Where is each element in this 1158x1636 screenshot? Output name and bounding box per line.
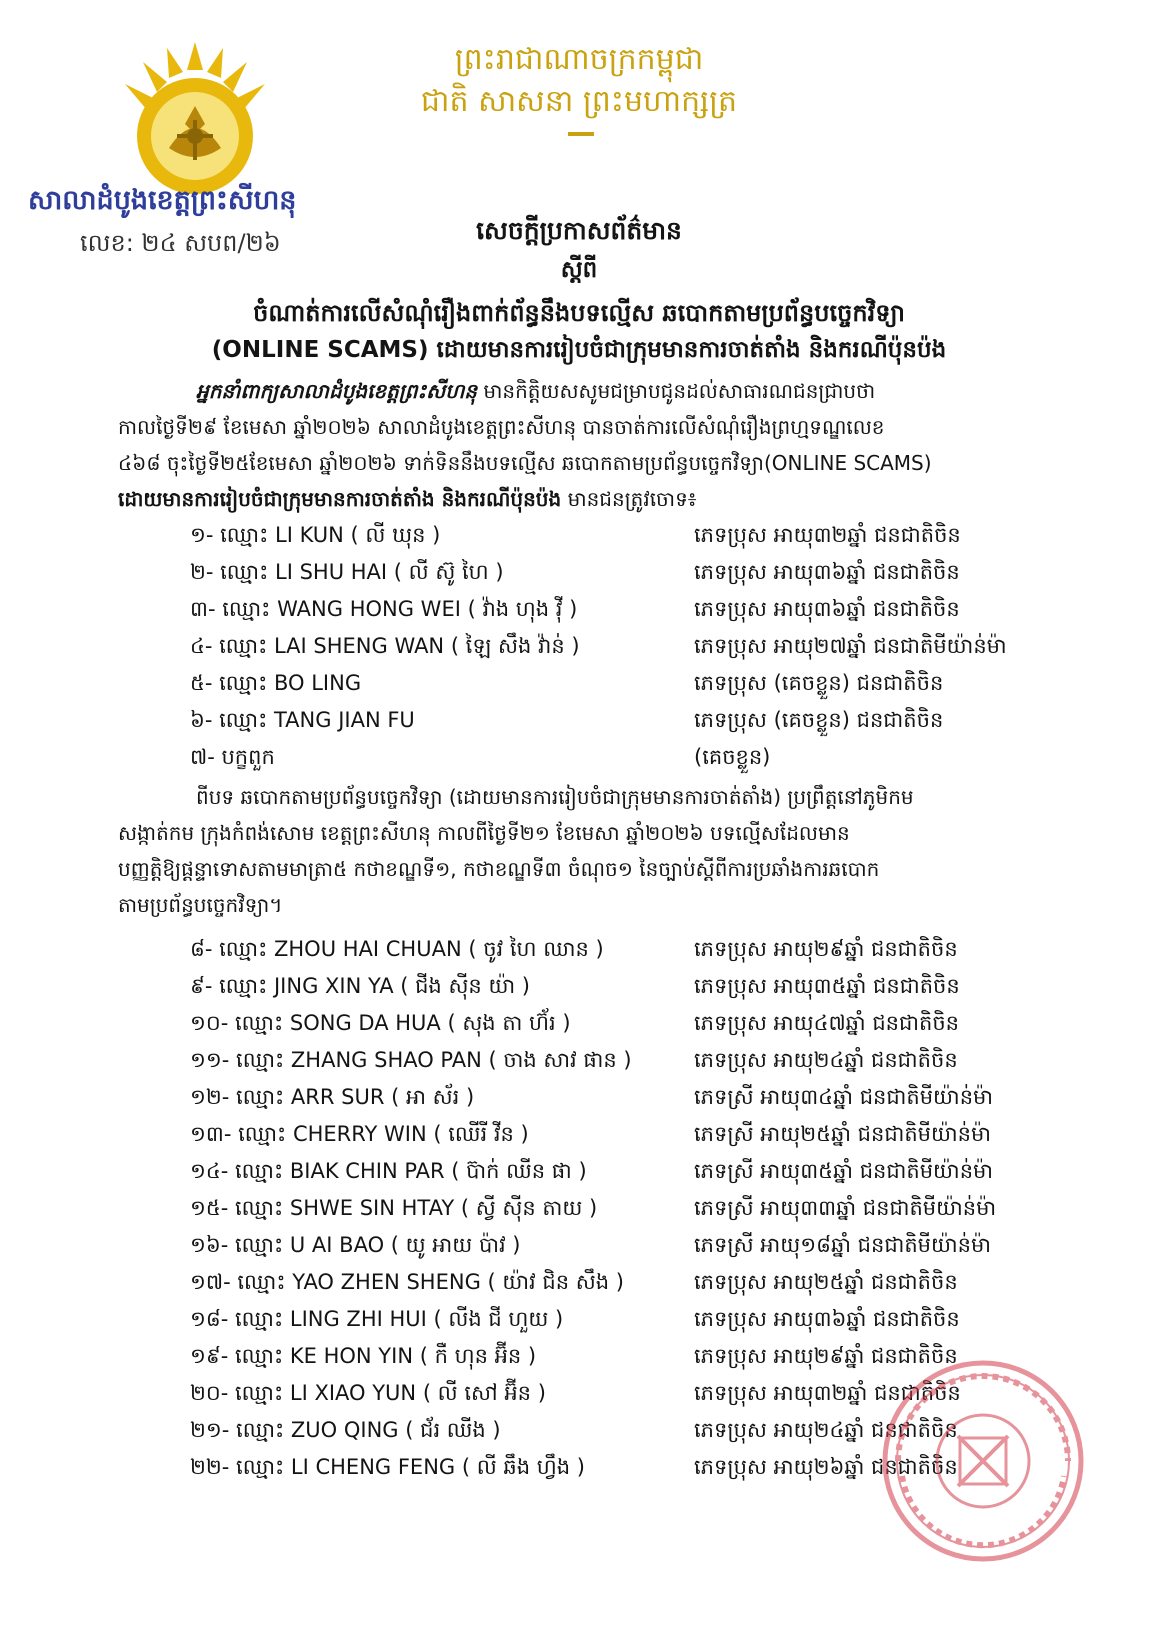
list-item — [190, 1232, 1060, 1262]
accused-name: ១៧- ឈ្មោះ YAO ZHEN SHENG ( យ៉ាវ ជិន សឹង ) — [190, 1270, 624, 1294]
accused-name: ២១- ឈ្មោះ ZUO QING ( ជ័រ ឈីង ) — [190, 1418, 501, 1442]
accused-details: ភេទស្រី អាយុ២៥ឆ្នាំ ជនជាតិមីយ៉ាន់ម៉ា — [694, 1122, 991, 1146]
list-item — [190, 1269, 1060, 1299]
accused-details: ភេទប្រុស អាយុ២៤ឆ្នាំ ជនជាតិចិន — [694, 1418, 958, 1442]
document-about: ស្ដីពី — [560, 257, 598, 283]
reference-number: លេខ: ២៤ សបព/២៦ — [80, 229, 281, 257]
paragraph-2-line-3: បញ្ញត្តិឱ្យផ្ដន្ទាទោសតាមមាត្រា៥ កថាខណ្ឌទី១, កថាខណ្ឌទី៣ ចំណុច១ នៃច្បាប់ស្ដីពីការប្រឆាំងការឆបោក — [118, 857, 880, 881]
list-item — [190, 522, 1060, 552]
accused-name: ៩- ឈ្មោះ JING XIN YA ( ជីង ស៊ីន យ៉ា ) — [190, 974, 530, 998]
para1-line4-rest: មានជនត្រូវចោទ៖ — [567, 487, 697, 511]
para1-line4-bold: ដោយមានការរៀបចំជាក្រុមមានការចាត់តាំង និងករណីប៉ុនប៉ង — [118, 487, 562, 511]
paragraph-2-line-4: តាមប្រព័ន្ធបច្ចេកវិទ្យា។ — [118, 893, 283, 917]
subject-line-1: ចំណាត់ការលើសំណុំរឿងពាក់ព័ន្ធនឹងបទល្មើស ឆបោកតាមប្រព័ន្ធបច្ចេកវិទ្យា — [253, 299, 905, 327]
list-item — [190, 1121, 1060, 1151]
accused-details: ភេទប្រុស អាយុ២៩ឆ្នាំ ជនជាតិចិន — [694, 1344, 958, 1368]
accused-name: ៨- ឈ្មោះ ZHOU HAI CHUAN ( ចូវ ហៃ ឈាន ) — [190, 937, 604, 961]
accused-details: ភេទស្រី អាយុ៣៥ឆ្នាំ ជនជាតិមីយ៉ាន់ម៉ា — [694, 1159, 994, 1183]
paragraph-1-line-3: ៤៦៨ ចុះថ្ងៃទី២៥ខែមេសា ឆ្នាំ២០២៦ ទាក់ទិននឹងបទល្មើស ឆបោកតាមប្រព័ន្ធបច្ចេកវិទ្យា(ONLINE SCAMS) — [118, 451, 932, 475]
accused-name: ៦- ឈ្មោះ TANG JIAN FU — [190, 708, 415, 732]
list-item — [190, 1158, 1060, 1188]
accused-name: ១១- ឈ្មោះ ZHANG SHAO PAN ( ចាង សាវ ផាន ) — [190, 1048, 632, 1072]
accused-details: ភេទប្រុស អាយុ២៦ឆ្នាំ ជនជាតិចិន — [694, 1455, 958, 1479]
accused-name: ៤- ឈ្មោះ LAI SHENG WAN ( ឡៃ សឹង វ៉ាន់ ) — [190, 634, 580, 658]
official-stamp-icon — [878, 1356, 1088, 1566]
spokesperson-lead: អ្នកនាំពាក្យសាលាដំបូងខេត្តព្រះសីហនុ — [196, 379, 477, 403]
accused-details: ភេទប្រុស អាយុ៣៥ឆ្នាំ ជនជាតិចិន — [694, 974, 960, 998]
accused-details: ភេទប្រុស អាយុ២៩ឆ្នាំ ជនជាតិចិន — [694, 937, 958, 961]
accused-details: ភេទប្រុស អាយុ៣៦ឆ្នាំ ជនជាតិចិន — [694, 597, 960, 621]
accused-name: ១០- ឈ្មោះ SONG DA HUA ( សុង តា ហ៊័រ ) — [190, 1011, 571, 1035]
accused-details: ភេទស្រី អាយុ៣៣ឆ្នាំ ជនជាតិមីយ៉ាន់ម៉ា — [694, 1196, 997, 1220]
accused-details: ភេទប្រុស អាយុ៣២ឆ្នាំ ជនជាតិចិន — [694, 1381, 961, 1405]
accused-name: ២២- ឈ្មោះ LI CHENG FENG ( លី ឆឹង ហ្វឹង ) — [190, 1455, 585, 1479]
motto-line-2: ជាតិ សាសនា ព្រះមហាក្សត្រ — [420, 84, 738, 119]
accused-name: ២- ឈ្មោះ LI SHU HAI ( លី ស៊ូ ហៃ ) — [190, 560, 504, 584]
accused-details: ភេទស្រី អាយុ១៨ឆ្នាំ ជនជាតិមីយ៉ាន់ម៉ា — [694, 1233, 991, 1257]
list-item — [190, 973, 1060, 1003]
accused-name: ១៣- ឈ្មោះ CHERRY WIN ( ឈើរី វីន ) — [190, 1122, 529, 1146]
accused-details: ភេទប្រុស អាយុ២៤ឆ្នាំ ជនជាតិចិន — [694, 1048, 958, 1072]
list-item — [190, 596, 1060, 626]
accused-name: ១៨- ឈ្មោះ LING ZHI HUI ( លីង ជី ហួយ ) — [190, 1307, 564, 1331]
paragraph-1-line-4 — [118, 486, 697, 516]
org-name: សាលាដំបូងខេត្តព្រះសីហនុ — [28, 185, 297, 216]
accused-details: ភេទប្រុស អាយុ៣៦ឆ្នាំ ជនជាតិចិន — [694, 560, 960, 584]
court-seal-icon — [105, 40, 285, 200]
list-item — [190, 1195, 1060, 1225]
list-item — [190, 670, 1060, 700]
paragraph-2-line-2: សង្កាត់កម ក្រុងកំពង់សោម ខេត្តព្រះសីហនុ កាលពីថ្ងៃទី២១ ខែមេសា ឆ្នាំ២០២៦ បទល្មើសដែលមាន — [118, 821, 850, 845]
accused-details: ភេទប្រុស អាយុ២៥ឆ្នាំ ជនជាតិចិន — [694, 1270, 958, 1294]
accused-name: ១៥- ឈ្មោះ SHWE SIN HTAY ( ស្វី ស៊ីន តាយ ) — [190, 1196, 598, 1220]
accused-details: ភេទប្រុស អាយុ៣៦ឆ្នាំ ជនជាតិចិន — [694, 1307, 960, 1331]
list-item — [190, 1010, 1060, 1040]
list-item — [190, 744, 1060, 774]
accused-details: ភេទប្រុស (គេចខ្លួន) ជនជាតិចិន — [694, 671, 944, 695]
list-item — [190, 633, 1060, 663]
accused-name: ១២- ឈ្មោះ ARR SUR ( អា ស័រ ) — [190, 1085, 475, 1109]
accused-details: ភេទប្រុស អាយុ៣២ឆ្នាំ ជនជាតិចិន — [694, 523, 961, 547]
paragraph-1-line-1 — [196, 378, 875, 408]
accused-name: ២០- ឈ្មោះ LI XIAO YUN ( លី សៅ អ៊ីន ) — [190, 1381, 546, 1405]
subject-line-2: (ONLINE SCAMS) ដោយមានការរៀបចំជាក្រុមមានការចាត់តាំង និងករណីប៉ុនប៉ង — [211, 337, 947, 363]
accused-name: ៧- បក្ខពួក — [190, 745, 275, 769]
accused-details: ភេទប្រុស (គេចខ្លួន) ជនជាតិចិន — [694, 708, 944, 732]
accused-name: ១៩- ឈ្មោះ KE HON YIN ( កឺ ហុន អ៊ីន ) — [190, 1344, 537, 1368]
paragraph-2-line-1: ពីបទ ឆបោកតាមប្រព័ន្ធបច្ចេកវិទ្យា (ដោយមានការរៀបចំជាក្រុមមានការចាត់តាំង) ប្រព្រឹត្តនៅភូមិកម — [196, 785, 914, 809]
list-item — [190, 1084, 1060, 1114]
accused-details: ភេទប្រុស អាយុ៤៧ឆ្នាំ ជនជាតិចិន — [694, 1011, 959, 1035]
accused-name: ១- ឈ្មោះ LI KUN ( លី ឃុន ) — [190, 523, 441, 547]
paragraph-1-line-2: កាលថ្ងៃទី២៩ ខែមេសា ឆ្នាំ២០២៦ សាលាដំបូងខេត្តព្រះសីហនុ បានចាត់ការលើសំណុំរឿងព្រហ្មទណ្ឌលេខ — [118, 415, 885, 439]
list-item — [190, 559, 1060, 589]
list-item — [190, 936, 1060, 966]
accused-name: ៥- ឈ្មោះ BO LING — [190, 671, 362, 695]
list-item — [190, 1047, 1060, 1077]
accused-details: (គេចខ្លួន) — [694, 745, 771, 769]
motto-divider — [568, 132, 594, 136]
document-title: សេចក្ដីប្រកាសព័ត៌មាន — [476, 216, 682, 245]
list-item — [190, 1306, 1060, 1336]
list-item — [190, 707, 1060, 737]
motto-line-1: ព្រះរាជាណាចក្រកម្ពុជា — [454, 42, 704, 77]
accused-name: ៣- ឈ្មោះ WANG HONG WEI ( វ៉ាង ហុង វ៉ី ) — [190, 597, 578, 621]
accused-name: ១៤- ឈ្មោះ BIAK CHIN PAR ( ប៊ាក់ ឈីន ផា ) — [190, 1159, 587, 1183]
para1-line1-text: មានកិត្តិយសសូមជម្រាបជូនដល់សាធារណជនជ្រាបថា — [483, 379, 876, 403]
accused-name: ១៦- ឈ្មោះ U AI BAO ( យូ អាយ ប៉ាវ ) — [190, 1233, 521, 1257]
accused-details: ភេទស្រី អាយុ៣៤ឆ្នាំ ជនជាតិមីយ៉ាន់ម៉ា — [694, 1085, 994, 1109]
accused-details: ភេទប្រុស អាយុ២៧ឆ្នាំ ជនជាតិមីយ៉ាន់ម៉ា — [694, 634, 1007, 658]
